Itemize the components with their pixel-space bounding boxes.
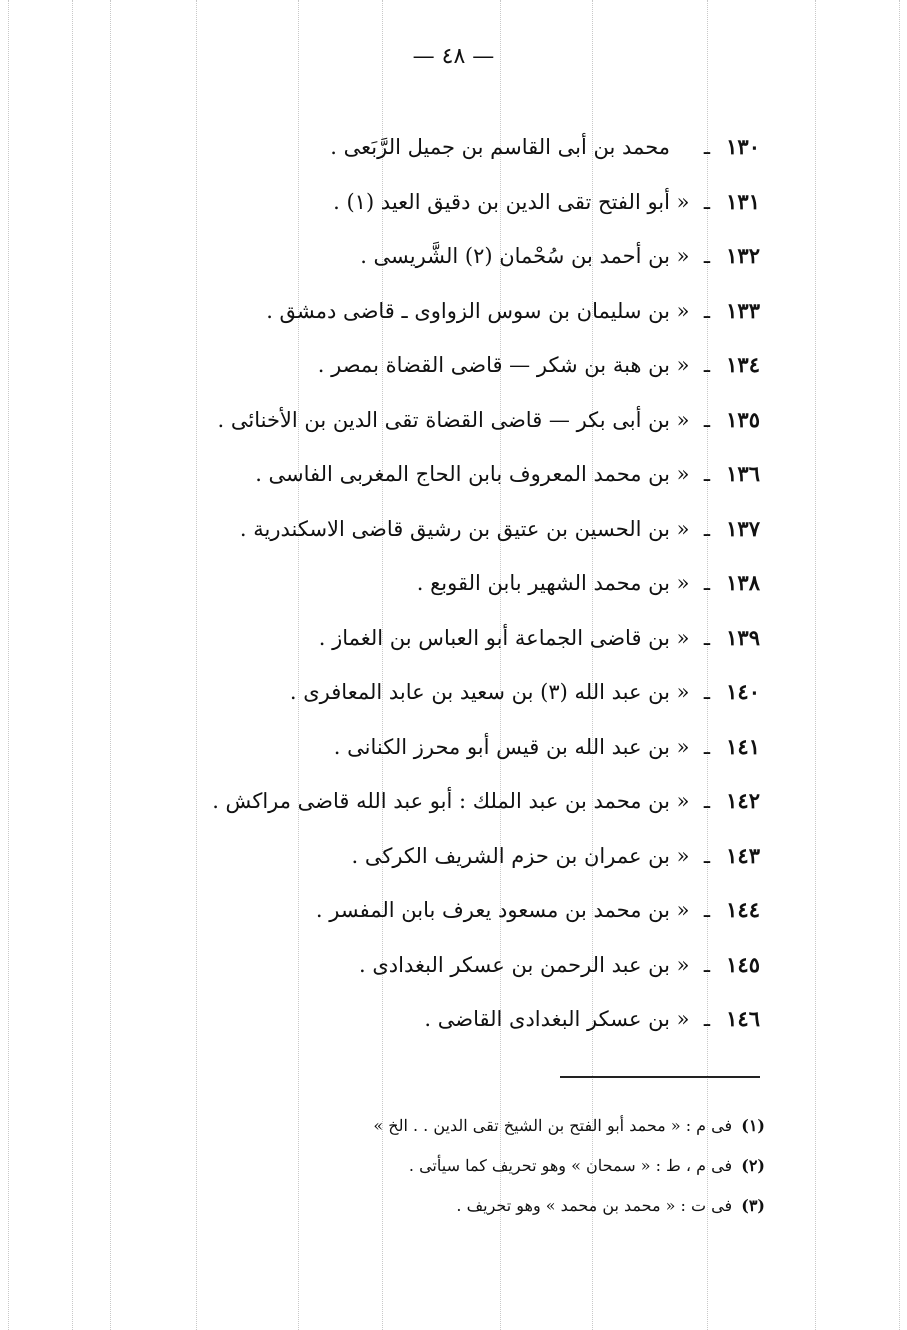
page-number: — ٤٨ — [412, 44, 495, 69]
list-item [150, 781, 760, 836]
entry-text: بن الحسين بن عتيق بن رشيق قاضى الاسكندرية . [239, 516, 670, 541]
list-item [150, 291, 760, 346]
list-item [150, 672, 760, 727]
list-item [150, 182, 760, 237]
list-item [150, 618, 760, 673]
footnote-list [200, 1112, 765, 1232]
entry-text: بن عبد الرحمن بن عسكر البغدادى . [358, 952, 670, 977]
entry-text: بن عسكر البغدادى القاضى . [424, 1007, 670, 1031]
list-item [150, 236, 760, 291]
ditto-mark: « [676, 734, 690, 759]
entry-dash: ـ [703, 462, 711, 486]
entry-number: ١٣٣ [726, 297, 760, 323]
footnote-text: فى ت : « محمد بن محمد » وهو تحريف . [456, 1196, 733, 1215]
ditto-mark: « [676, 353, 690, 377]
list-item [150, 999, 760, 1054]
ditto-mark: « [676, 952, 690, 977]
entry-number: ١٣٤ [726, 352, 760, 377]
entry-number: ١٣٧ [726, 515, 760, 541]
entry-dash: ـ [703, 516, 711, 541]
entry-number: ١٣٢ [726, 243, 760, 268]
entry-number: ١٤١ [726, 733, 760, 759]
entry-dash: ـ [703, 244, 711, 268]
list-item [150, 400, 760, 455]
entry-number: ١٤٣ [726, 842, 760, 868]
entry-text: محمد بن أبى القاسم بن جميل الرَّبَعى . [330, 135, 670, 159]
footnote-text: فى م ، ط : « سمحان » وهو تحريف كما سيأتى . [408, 1156, 733, 1175]
entry-number: ١٣٦ [726, 461, 760, 486]
entry-dash: ـ [703, 680, 711, 704]
ditto-mark: « [676, 462, 690, 486]
scan-guide-line [72, 0, 73, 1330]
entry-list [150, 127, 760, 1054]
entry-number: ١٤٦ [726, 1006, 760, 1031]
entry-dash: ـ [703, 407, 711, 432]
footnote-text: فى م : « محمد أبو الفتح بن الشيخ تقى الدين . . الخ » [373, 1116, 733, 1135]
list-item [150, 727, 760, 782]
entry-text: بن محمد المعروف بابن الحاج المغربى الفاسى . [255, 462, 670, 486]
entry-number: ١٤٥ [726, 951, 760, 977]
list-item [150, 890, 760, 945]
footnote-divider [560, 1076, 760, 1078]
entry-dash: ـ [703, 898, 711, 922]
ditto-mark: « [676, 189, 690, 214]
entry-text: بن عمران بن حزم الشريف الكركى . [351, 843, 670, 868]
list-item [150, 454, 760, 509]
ditto-mark: « [676, 625, 690, 650]
entry-dash: ـ [703, 734, 711, 759]
footnote [200, 1112, 765, 1152]
entry-text: بن أحمد بن سُحْمان (٢) الشَّريسى . [360, 244, 670, 268]
footnote [200, 1192, 765, 1232]
ditto-mark: « [676, 298, 690, 323]
ditto-mark: « [676, 407, 690, 432]
entry-number: ١٤٠ [726, 679, 760, 704]
entry-number: ١٣٨ [726, 570, 760, 595]
footnote [200, 1152, 765, 1192]
ditto-mark: « [676, 244, 690, 268]
entry-number: ١٣٥ [726, 406, 760, 432]
entry-dash: ـ [703, 135, 711, 159]
entry-text: بن قاضى الجماعة أبو العباس بن الغماز . [318, 625, 670, 650]
entry-text: بن عبد الله بن قيس أبو محرز الكنانى . [333, 734, 670, 759]
footnote-number: (٢) [741, 1156, 765, 1175]
scan-guide-line [815, 0, 816, 1330]
entry-number: ١٣٠ [726, 134, 760, 159]
entry-text: بن محمد الشهير بابن القوبع . [416, 571, 670, 595]
entry-dash: ـ [703, 625, 711, 650]
entry-number: ١٤٤ [726, 897, 760, 922]
scan-guide-line [110, 0, 111, 1330]
entry-dash: ـ [703, 353, 711, 377]
ditto-mark: « [676, 516, 690, 541]
entry-text: أبو الفتح تقى الدين بن دقيق العيد (١) . [333, 189, 670, 214]
entry-dash: ـ [703, 952, 711, 977]
entry-dash: ـ [703, 298, 711, 323]
scan-guide-line [8, 0, 9, 1330]
list-item [150, 945, 760, 1000]
entry-text: بن محمد بن عبد الملك : أبو عبد الله قاضى مراكش . [212, 789, 670, 813]
entry-text: بن محمد بن مسعود يعرف بابن المفسر . [315, 898, 670, 922]
entry-dash: ـ [703, 1007, 711, 1031]
ditto-mark: « [676, 1007, 690, 1031]
list-item [150, 345, 760, 400]
entry-text: بن عبد الله (٣) بن سعيد بن عابد المعافرى . [289, 680, 670, 704]
footnote-number: (١) [741, 1116, 765, 1135]
entry-dash: ـ [703, 843, 711, 868]
entry-text: بن سليمان بن سوس الزواوى ـ قاضى دمشق . [266, 298, 670, 323]
entry-dash: ـ [703, 789, 711, 813]
footnote-number: (٣) [741, 1196, 765, 1215]
entry-number: ١٤٢ [726, 788, 760, 813]
entry-dash: ـ [703, 189, 711, 214]
list-item [150, 563, 760, 618]
entry-text: بن أبى بكر — قاضى القضاة تقى الدين بن الأخنائى . [217, 407, 670, 432]
ditto-mark: « [676, 898, 690, 922]
ditto-mark: « [676, 680, 690, 704]
entry-number: ١٣٩ [726, 624, 760, 650]
list-item [150, 509, 760, 564]
entry-number: ١٣١ [726, 188, 760, 214]
entry-text: بن هبة بن شكر — قاضى القضاة بمصر . [317, 353, 670, 377]
ditto-mark: « [676, 843, 690, 868]
ditto-mark: « [676, 571, 690, 595]
entry-dash: ـ [703, 571, 711, 595]
list-item [150, 127, 760, 182]
list-item [150, 836, 760, 891]
ditto-mark: « [676, 789, 690, 813]
scan-guide-line [899, 0, 900, 1330]
